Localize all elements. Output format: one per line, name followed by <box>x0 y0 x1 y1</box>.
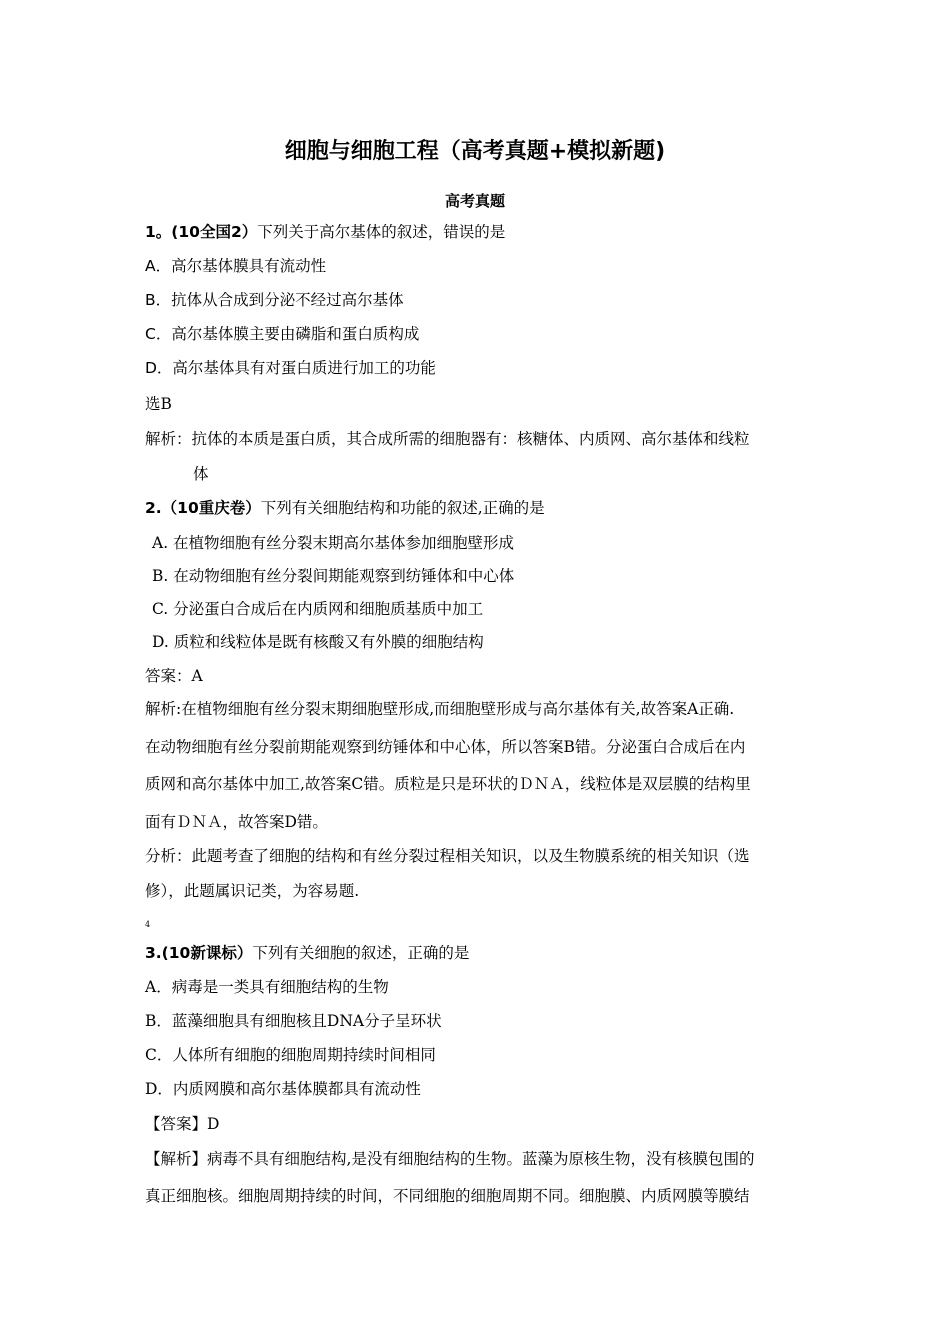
explanation-text: 病毒不具有细胞结构,是没有细胞结构的生物。蓝藻为原核生物，没有核膜包围的 <box>207 1150 755 1168</box>
question-2-explanation-3: 质网和高尔基体中加工,故答案C错。质粒是只是环状的ＤＮＡ，线粒体是双层膜的结构里 <box>145 775 751 793</box>
answer-value: D <box>207 1115 220 1133</box>
question-3-option-a: A．病毒是一类具有细胞结构的生物 <box>145 978 389 996</box>
question-3-answer <box>145 1113 815 1135</box>
question-1-stem <box>145 221 815 243</box>
question-1-explanation: 解析：抗体的本质是蛋白质，其合成所需的细胞器有：核糖体、内质网、高尔基体和线粒 <box>145 430 750 448</box>
question-2-option-b: B. 在动物细胞有丝分裂间期能观察到纺锤体和中心体 <box>152 567 515 585</box>
document-title: 细胞与细胞工程（高考真题+模拟新题) <box>284 139 666 164</box>
question-2-stem <box>145 497 815 519</box>
question-3-option-b: B．蓝藻细胞具有细胞核且DNA分子呈环状 <box>145 1012 442 1030</box>
question-1-explanation-cont: 体 <box>193 465 209 483</box>
question-2-option-d: D. 质粒和线粒体是既有核酸又有外膜的细胞结构 <box>152 633 484 651</box>
section-heading: 高考真题 <box>444 192 505 210</box>
question-2-option-c: C. 分泌蛋白合成后在内质网和细胞质基质中加工 <box>152 600 484 618</box>
answer-tag: 【答案】 <box>145 1115 208 1133</box>
explanation-tag: 【解析】 <box>145 1150 208 1168</box>
question-1-option-d: D．高尔基体具有对蛋白质进行加工的功能 <box>145 359 436 377</box>
question-3-text: 下列有关细胞的叙述，正确的是 <box>252 944 470 962</box>
question-3-explanation-2: 真正细胞核。细胞周期持续的时间，不同细胞的细胞周期不同。细胞膜、内质网膜等膜结 <box>145 1187 750 1205</box>
question-2-text: 下列有关细胞结构和功能的叙述,正确的是 <box>260 499 545 517</box>
question-2-option-a: A. 在植物细胞有丝分裂末期高尔基体参加细胞壁形成 <box>152 534 515 552</box>
question-2-explanation-1: 解析:在植物细胞有丝分裂末期细胞壁形成,而细胞壁形成与高尔基体有关,故答案A正确. <box>145 700 735 718</box>
question-2-analysis-1: 分析：此题考查了细胞的结构和有丝分裂过程相关知识，以及生物膜系统的相关知识（选 <box>145 847 750 865</box>
question-2-explanation-4: 面有ＤＮＡ，故答案D错。 <box>145 813 328 831</box>
question-1-number: 1。(10全国2） <box>145 223 258 241</box>
question-1-text: 下列关于高尔基体的叙述，错误的是 <box>257 223 506 241</box>
question-1-option-c: C．高尔基体膜主要由磷脂和蛋白质构成 <box>145 325 420 343</box>
question-3-option-d: D．内质网膜和高尔基体膜都具有流动性 <box>145 1080 421 1098</box>
question-1-option-b: B．抗体从合成到分泌不经过高尔基体 <box>145 291 404 309</box>
question-2-analysis-2: 修），此题属识记类，为容易题. <box>145 882 360 900</box>
small-marker: 4 <box>145 920 151 929</box>
question-3-number: 3.(10新课标） <box>145 944 253 962</box>
question-1-answer: 选B <box>145 395 172 413</box>
question-3-stem <box>145 942 815 964</box>
question-1-option-a: A．高尔基体膜具有流动性 <box>145 257 327 275</box>
question-2-answer: 答案：A <box>145 667 203 685</box>
question-2-explanation-2: 在动物细胞有丝分裂前期能观察到纺锤体和中心体，所以答案B错。分泌蛋白合成后在内 <box>145 738 746 756</box>
question-3-option-c: C．人体所有细胞的细胞周期持续时间相同 <box>145 1046 436 1064</box>
question-3-explanation-1 <box>145 1148 815 1170</box>
question-2-number: 2.（10重庆卷） <box>145 499 261 517</box>
